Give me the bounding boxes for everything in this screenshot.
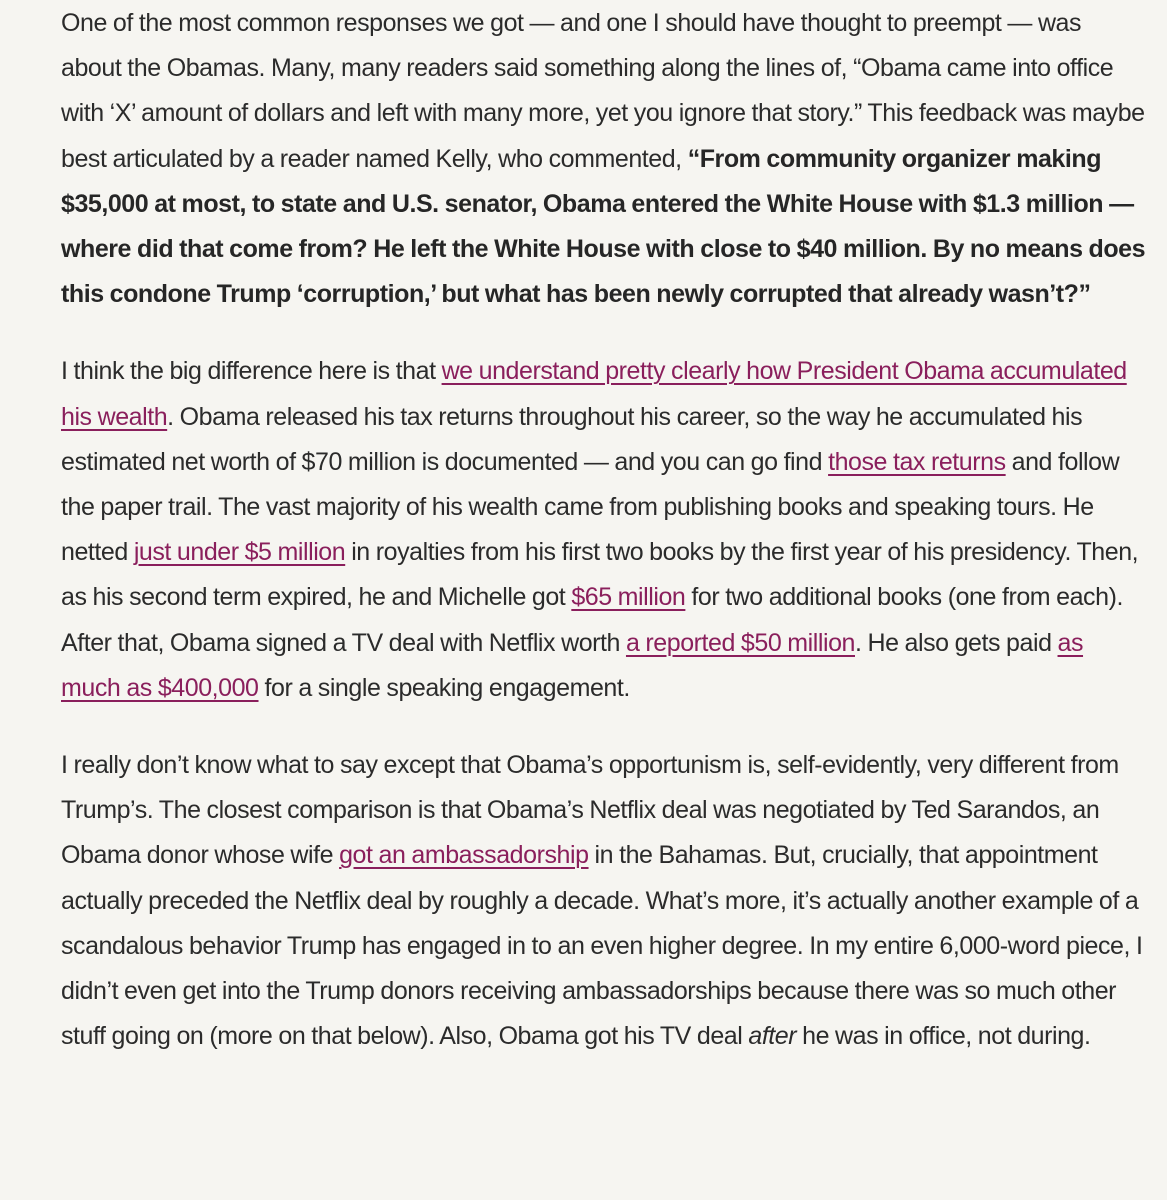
link-obama-wealth[interactable]: we understand pretty clearly how President Obama accumulated his wealth [61,357,1127,431]
link-book-royalties[interactable]: just under $5 million [133,538,346,567]
link-tax-returns[interactable]: those tax returns [828,447,1006,476]
paragraph-text: One of the most common responses we got — and one I should have thought to preempt — was about the Obamas. Many, many readers said something along the lines of, “Obama came into office with ‘X’ amount of dollars and left with many more, yet you ignore that story.” This feedback was maybe best articulated by a reader named Kelly, who commented, [61,9,1145,173]
paragraph-text: I really don’t know what to say except that Obama’s opportunism is, self-evidently, very different from Trump’s. The closest comparison is that Obama’s Netflix deal was negotiated by Ted Sarandos, an Obama donor whose wife [61,751,1119,870]
paragraph-obama-wealth [61,349,1146,711]
paragraph-text: . He also gets paid [855,628,1058,657]
reader-quote-kelly: “From community organizer making $35,000 at most, to state and U.S. senator, Obama entered the White House with $1.3 million — where did that come from? He left the White House with close to $40 million. By no means does this condone Trump ‘corruption,’ but what has been newly corrupted that already wasn’t?” [61,144,1146,309]
link-book-deal[interactable]: $65 million [571,583,686,612]
paragraph-text: he was in office, not during. [796,1022,1091,1051]
paragraph-obama-responses [61,1,1146,317]
emphasis-after: after [748,1022,797,1051]
paragraph-text: and follow the paper trail. The vast majority of his wealth came from publishing books and speaking tours. He netted [61,447,1120,567]
link-speaking-fee[interactable]: as much as $400,000 [61,628,1084,702]
paragraph-comparison [61,743,1146,1059]
paragraph-text: in the Bahamas. But, crucially, that appointment actually preceded the Netflix deal by roughly a decade. What’s more, it’s actually another example of a scandalous behavior Trump has engaged in to an even higher degree. In my entire 6,000-word piece, I didn’t even get into the Trump donors receiving ambassadorships because there was so much other stuff going on (more on that below). Also, Obama got his TV deal [61,841,1143,1051]
paragraph-text: for a single speaking engagement. [258,673,630,702]
link-netflix-deal[interactable]: a reported $50 million [625,628,855,657]
article-body [61,1,1146,1059]
paragraph-text: I think the big difference here is that [61,357,442,386]
paragraph-text: for two additional books (one from each). After that, Obama signed a TV deal with Netflix worth [61,583,1123,657]
link-ambassadorship[interactable]: got an ambassadorship [339,841,589,870]
paragraph-text: . Obama released his tax returns throughout his career, so the way he accumulated his estimated net worth of $70 million is documented — and you can go find [61,402,1083,476]
paragraph-text: in royalties from his first two books by the first year of his presidency. Then, as his second term expired, he and Michelle got [61,538,1139,612]
